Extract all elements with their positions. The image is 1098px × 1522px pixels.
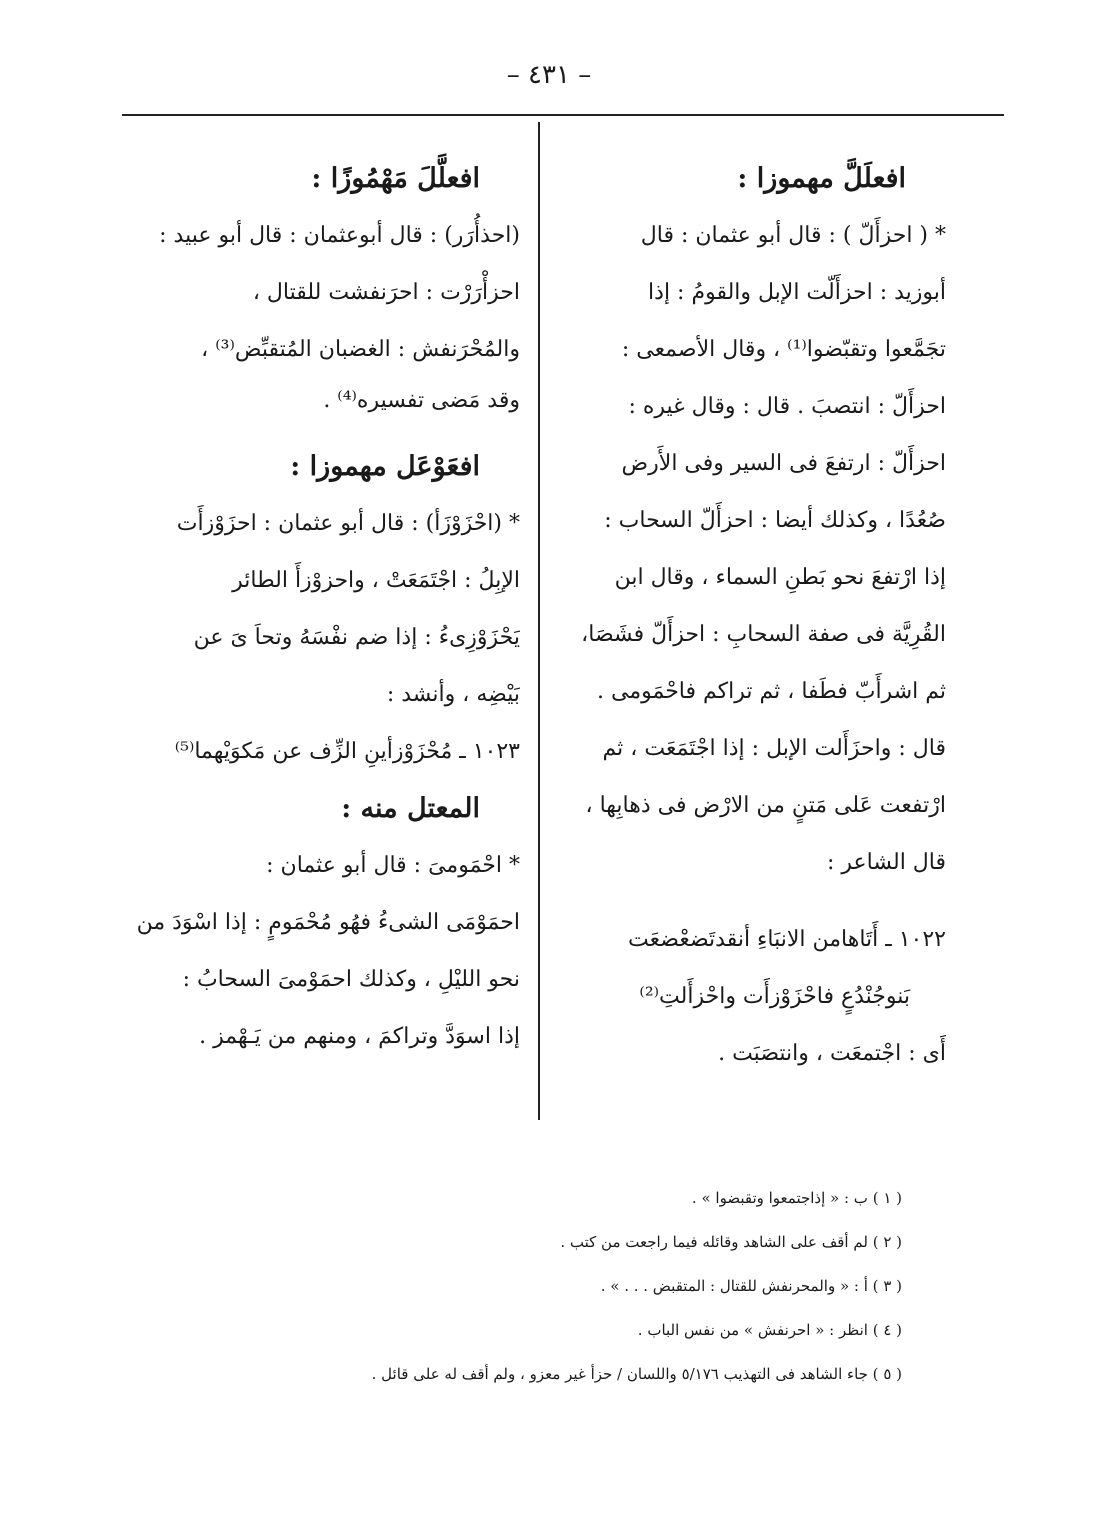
column-divider — [538, 122, 540, 1120]
footnotes — [280, 1176, 902, 1396]
text-line: احمَوْمَى الشىءُ فهُو مُحْمَومٍ : إذا اسْوَدَ من — [136, 910, 520, 935]
text-line: إذا ارْتفعَ نحو بَطنِ السماء ، وقال ابن — [614, 565, 946, 590]
text-line: * (احْزَوْزَأ) : قال أبو عثمان : احزَوْزأَت — [176, 511, 520, 536]
text-line: احزأَلّ : انتصبَ . قال : وقال غيره : — [628, 394, 946, 419]
text-line: وقد مَضى تفسيره⁽⁴⁾ . — [323, 388, 520, 413]
verse-line: ١٠٢٣ ـ مُحْزَوْزأينِ الزِّف عن مَكوَيْهما⁽⁵⁾ — [174, 739, 520, 764]
text-line: احزأَلّ : ارتفعَ فى السير وفى الأَرض — [621, 451, 946, 476]
section-heading: افعلَّلَ مَهْمُوزًا : — [311, 163, 480, 194]
text-line: قال : واحزَأَلت الإبل : إذا اجْتَمَعَت ، ثم — [602, 736, 946, 761]
text-line: أَى : اجْتمعَت ، وانتصَبَت . — [718, 1041, 946, 1066]
text-line: يَحْزَوْزِىءُ : إذا ضم نفْسَهُ وتحاَ ىَ عن — [193, 625, 520, 650]
text-line: تجَمَّعوا وتقبّضوا⁽¹⁾ ، وقال الأصمعى : — [621, 337, 946, 362]
page-number: – ٤٣١ – — [506, 60, 592, 90]
footnote: ( ١ ) ب : « إذاجتمعوا وتقبضوا » . — [691, 1189, 902, 1207]
text-line: صُعُدًا ، وكذلك أيضا : احزأَلّ السحاب : — [604, 508, 946, 533]
text-line: الإبِلُ : اجْتَمَعَتْ ، واحزوْزأَ الطائر — [232, 568, 520, 593]
section-heading: المعتل منه : — [341, 793, 480, 824]
text-line: ارْتفعت عَلى مَتنٍ من الارْض فى ذهابِها ، — [585, 793, 946, 818]
header-rule — [122, 114, 1004, 116]
verse-line: ١٠٢٢ ـ أَتَاهامن الانبَاءِ أنقدتَضعْضعَت — [628, 927, 946, 952]
text-line: نحو الليْلِ ، وكذلك احمَوْمىَ السحابُ : — [182, 967, 520, 992]
footnote: ( ٥ ) جاء الشاهد فى التهذيب ٥/١٧٦ واللسان / حزأ غير معزو ، ولم أقف له على قائل . — [371, 1365, 902, 1383]
footnote: ( ٤ ) انظر : « احرنفش » من نفس الباب . — [637, 1321, 902, 1339]
text-line: إذا اسوَدَّ وتراكمَ ، ومنهم من يَـهْمز . — [199, 1024, 520, 1049]
section-heading: افعَوْعَل مهموزا : — [290, 451, 480, 482]
text-line: قال الشاعر : — [826, 850, 946, 875]
text-line: بَيْضِه ، وأنشد : — [386, 682, 520, 707]
text-line: القُرِيَّة فى صفة السحابِ : احزأَلّ فشَصَا، — [581, 622, 946, 647]
section-heading: افعلَلَّ مهموزا : — [737, 163, 906, 194]
spacer — [562, 891, 946, 911]
text-line: * احْمَومىَ : قال أبو عثمان : — [266, 853, 520, 878]
verse-line: بَنوجُنْدُعٍ فاحْزَوْزأَت واحْزأَلتِ⁽²⁾ — [639, 984, 910, 1009]
left-column — [128, 150, 520, 1065]
text-line: (احذأُرَر) : قال أبوعثمان : قال أبو عبيد : — [159, 223, 520, 248]
text-line: والمُحْرَنفش : الغضبان المُتقبِّض⁽³⁾ ، — [201, 337, 520, 362]
footnote: ( ٢ ) لم أقف على الشاهد وقائله فيما راجعت من كتب . — [560, 1233, 902, 1251]
footnote: ( ٣ ) أ : « والمحرنفش للقتال : المتقبض . . . » . — [600, 1277, 902, 1295]
text-line: أبوزيد : احزأَلّت الإبل والقومُ : إذا — [648, 280, 946, 305]
right-column — [562, 150, 946, 1082]
text-line: احزأْرَرْت : احرَنفشت للقتال ، — [252, 280, 520, 305]
text-line: ثم اشرأَبّ فطَفا ، ثم تراكم فاحْمَومى . — [597, 679, 946, 704]
text-line: * ( احزأَلّ ) : قال أبو عثمان : قال — [640, 223, 946, 248]
